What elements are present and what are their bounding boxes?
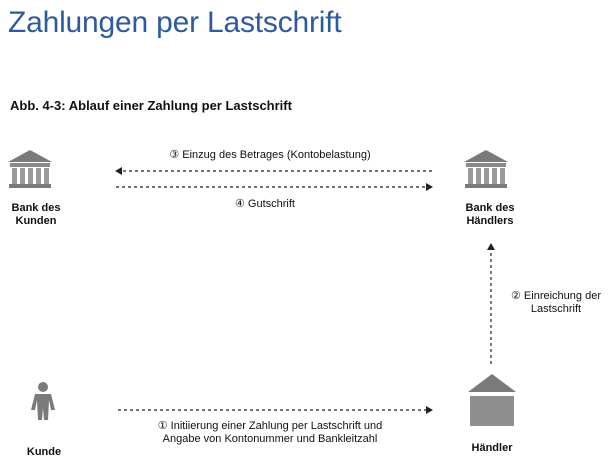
bank-haendler-label: Bank des Händlers	[465, 202, 515, 227]
kunde-label: Kunde	[26, 446, 62, 458]
haendler-label: Händler	[471, 442, 513, 454]
figure-caption: Abb. 4-3: Ablauf einer Zahlung per Lastschrift	[10, 98, 292, 113]
page-title: Zahlungen per Lastschrift	[8, 6, 342, 39]
bank-kunde-icon	[8, 150, 52, 188]
step3-label: ③ Einzug des Betrages (Kontobelastung)	[169, 149, 371, 161]
bank-haendler-icon	[464, 150, 508, 188]
step4-label: ④ Gutschrift	[235, 198, 295, 210]
shop-icon	[468, 374, 516, 426]
step2-label: ② Einreichung der Lastschrift	[511, 290, 601, 315]
person-icon	[31, 382, 55, 420]
bank-kunde-label: Bank des Kunden	[11, 202, 61, 227]
step1-label: ① Initiierung einer Zahlung per Lastschrift und Angabe von Kontonummer und Bankleitzahl	[157, 420, 383, 445]
